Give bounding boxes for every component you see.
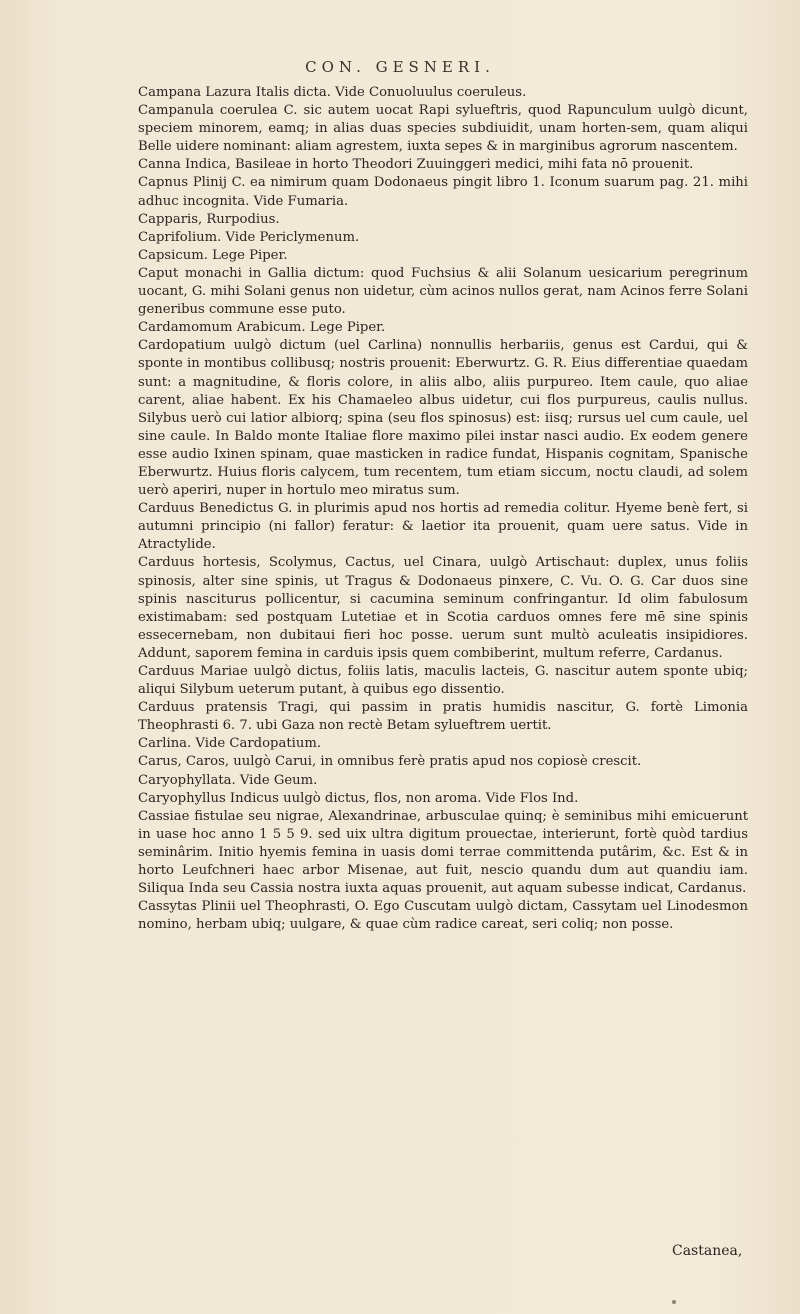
entry-cardamomum: Cardamomum Arabicum. Lege Piper. [138, 320, 386, 336]
entry-capsicum: Capsicum. Lege Piper. [138, 247, 288, 263]
running-head: CON. GESNERI. [305, 58, 495, 76]
entry-cassytas: Cassytas Plinii uel Theophrasti, O. Ego Cuscutam uulgò dictam, Cassytam uel Linodesmon nomino, herbam ubiq; uulgare, & quae cùm radice careat, seri coliq; non posse. [138, 899, 748, 933]
entry-carduus-hortensis: Carduus hortesis, Scolymus, Cactus, uel Cinara, uulgò Artischaut: duplex, unus foliis spinosis, alter sine spinis, ut Tragus & Dodonaeus pinxere, C. Vu. O. G. Car duos sine spinis nasciturus pollicentur, si cacumina seminum confringantur. Id olim fabulosum existimabam: sed postquam Lutetiae et in Scotia carduos omnes fere mē sine spinis essecernebam, non dubitaui fieri hoc posse. uerum sunt multò aculeatis insipidiores. Addunt, saporem femina in carduis ipsis quem combiberint, multum referre, Cardanus. [138, 555, 748, 661]
entry-carlina: Carlina. Vide Cardopatium. [138, 736, 322, 752]
catchword: Castanea, [672, 1243, 743, 1259]
entry-capparis: Capparis, Rurpodius. [138, 211, 280, 227]
entry-caryophyllata: Caryophyllata. Vide Geum. [138, 772, 318, 788]
entry-campana-lazura: Campana Lazura Italis dicta. Vide Conuoluulus coeruleus. [138, 85, 527, 100]
main-text [138, 84, 748, 934]
entry-carduus-mariae: Carduus Mariae uulgò dictus, foliis latis, maculis lacteis, G. nascitur autem sponte ubiq; aliqui Silybum ueterum putant, à quibus ego dissentio. [138, 664, 748, 698]
entry-caryophyllus-indicus: Caryophyllus Indicus uulgò dictus, flos, non aroma. Vide Flos Ind. [138, 790, 579, 806]
entry-caput-monachi: Caput monachi in Gallia dictum: quod Fuchsius & alii Solanum uesicarium peregrinum uocant, G. mihi Solani genus non uidetur, cùm acinos nullos gerat, nam Acinos ferre Solani generibus commune esse puto. [138, 265, 748, 318]
entry-cassiae-fistulae: Cassiae fistulae seu nigrae, Alexandrinae, arbusculae quinq; è seminibus mihi emicuerunt in uase hoc anno 1 5 5 9. sed uix ultra digitum prouectae, interierunt, fortè quòd tardius seminârim. Initio hyemis femina in uasis domi terrae committenda putârim, &c. Est & in horto Leufchneri haec arbor Misenae, aut fuit, nescio quandu dum aut quandiu iam. Siliqua Inda seu Cassia nostra iuxta aquas prouenit, aut aquam subesse indicat, Cardanus. [138, 808, 748, 897]
entry-canna-indica: Canna Indica, Basileae in horto Theodori Zuuinggeri medici, mihi fata nō prouenit. [138, 157, 694, 173]
entry-caprifolium: Caprifolium. Vide Periclymenum. [138, 229, 360, 245]
entry-carduus-pratensis: Carduus pratensis Tragi, qui passim in pratis humidis nascitur, G. fortè Limonia Theophrasti 6. 7. ubi Gaza non rectè Betam sylueftrem uertit. [138, 700, 748, 734]
entry-carus: Carus, Caros, uulgò Carui, in omnibus ferè pratis apud nos copiosè crescit. [138, 754, 642, 770]
ink-speck [672, 1300, 676, 1304]
entry-carduus-benedictus: Carduus Benedictus G. in plurimis apud nos hortis ad remedia colitur. Hyeme benè fert, si autumni principio (ni fallor) feratur: & laetior ita prouenit, quam uere satus. Vide in Atractylide. [138, 501, 748, 553]
entry-cardopatium: Cardopatium uulgò dictum (uel Carlina) nonnullis herbariis, genus est Cardui, qui & sponte in montibus collibusq; nostris prouenit: Eberwurtz. G. R. Eius differentiae quaedam sunt: a magnitudine, & floris colore, in aliis albo, aliis purpureo. Item caule, quo aliae carent, aliae habent. Ex his Chamaeleo albus uidetur, cui flos purpureus, caulis nullus. Silybus uerò cui latior albiorq; spina (seu flos spinosus) est: iisq; rursus uel cum caule, uel sine caule. In Baldo monte Italiae flore maximo pilei instar nasci audio. Ex eodem genere esse audio Ixinen spinam, quae masticken in radice fundat, Hispanis cognitam, Spanische Eberwurtz. Huius floris calycem, tum recentem, tum etiam siccum, noctu claudi, ad solem uerò aperiri, nuper in hortulo meo miratus sum. [138, 338, 748, 499]
entry-capnus-plinij: Capnus Plinij C. ea nimirum quam Dodonaeus pingit libro 1. Iconum suarum pag. 21. mihi adhuc incognita. Vide Fumaria. [138, 175, 748, 209]
entry-campanula-coerulea: Campanula coerulea C. sic autem uocat Rapi sylueftris, quod Rapunculum uulgò dicunt, speciem minorem, eamq; in alias duas species subdiuidit, unam horten-sem, quam aliqui Belle uidere nominant: aliam agrestem, iuxta sepes & in marginibus agrorum nascentem. [138, 103, 748, 155]
